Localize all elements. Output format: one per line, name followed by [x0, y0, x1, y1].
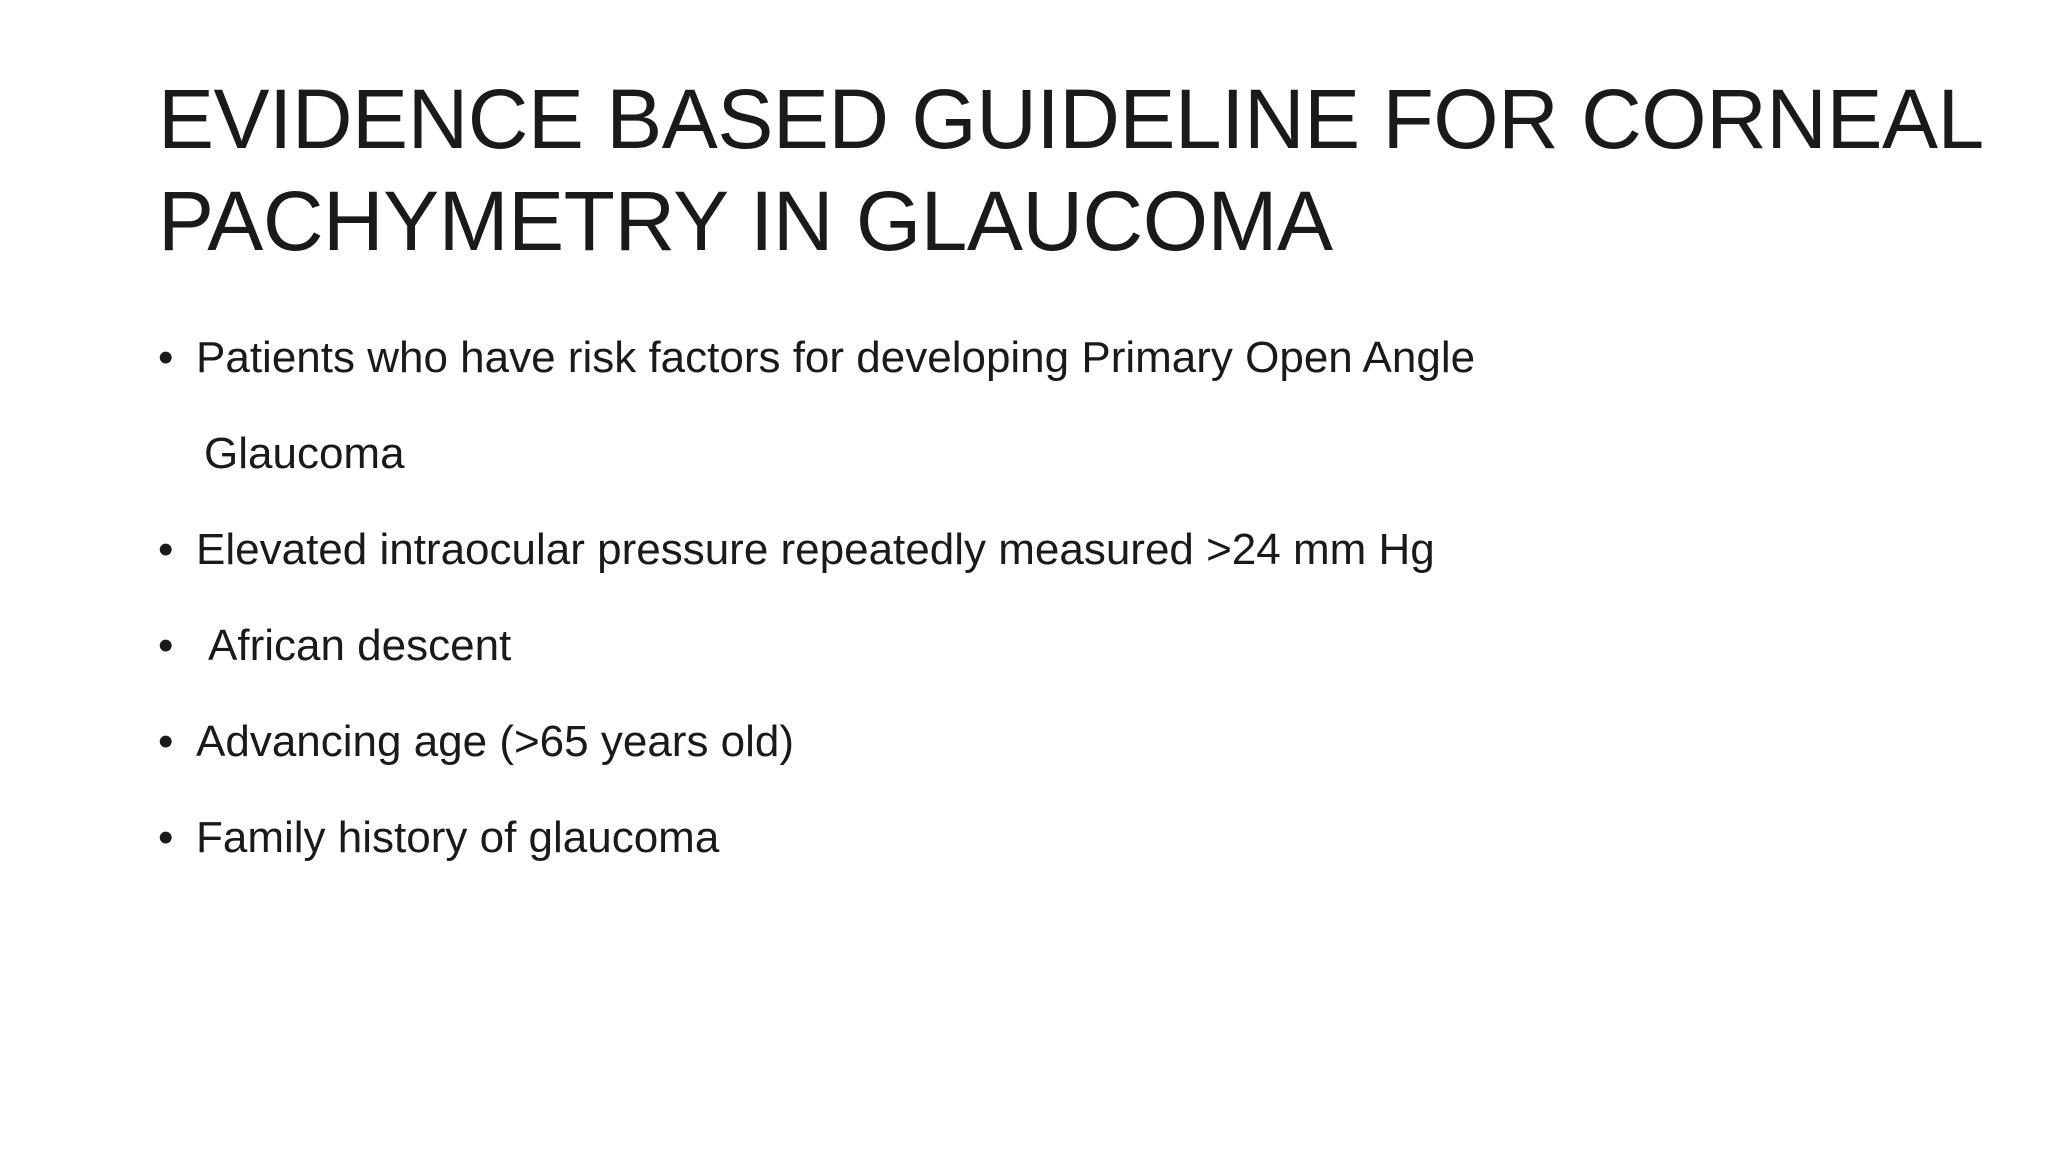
- bullet-icon: •: [158, 525, 174, 574]
- list-item-text: Family history of glaucoma: [196, 813, 720, 862]
- bullet-icon: •: [158, 333, 174, 382]
- slide-title-line-2: PACHYMETRY IN GLAUCOMA: [158, 174, 1333, 268]
- bullet-icon: •: [158, 621, 174, 670]
- list-item-text: African descent: [208, 621, 512, 670]
- list-item: [158, 800, 1918, 896]
- list-item: [158, 512, 1918, 608]
- list-item-text: Glaucoma: [204, 429, 405, 478]
- list-item-text: Elevated intraocular pressure repeatedly measured >24 mm Hg: [196, 525, 1435, 574]
- list-item: [158, 704, 1918, 800]
- list-item: [158, 320, 1918, 416]
- bullet-icon: •: [158, 717, 174, 766]
- slide-title-line-1: EVIDENCE BASED GUIDELINE FOR CORNEAL: [158, 72, 1984, 166]
- bullet-icon: •: [158, 813, 174, 862]
- slide-title: [158, 68, 1984, 272]
- list-item-continuation: [158, 416, 1918, 512]
- list-item: [158, 608, 1918, 704]
- bullet-list: [158, 320, 1918, 896]
- list-item-text: Patients who have risk factors for developing Primary Open Angle: [196, 333, 1476, 382]
- list-item-text: Advancing age (>65 years old): [196, 717, 795, 766]
